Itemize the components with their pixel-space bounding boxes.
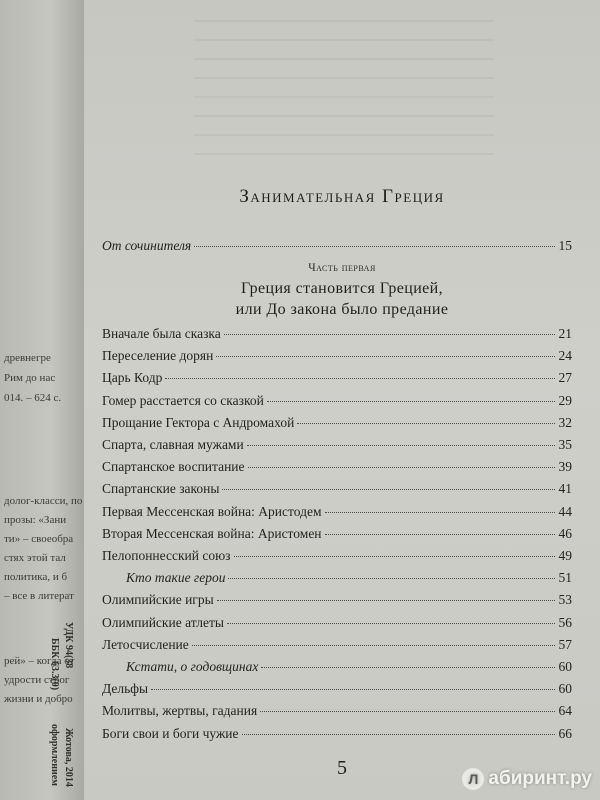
toc-entry[interactable] xyxy=(102,459,572,475)
toc-entry[interactable] xyxy=(102,326,572,342)
toc-page-number: 29 xyxy=(558,393,572,408)
leader-dots xyxy=(216,356,555,357)
toc-entry-label: Вторая Мессенская война: Аристомен xyxy=(102,526,322,541)
toc-entry[interactable] xyxy=(102,615,572,631)
left-page-text: ти» – своеобра xyxy=(4,533,74,545)
toc-entry[interactable] xyxy=(126,659,572,675)
toc-page-number: 41 xyxy=(558,481,572,496)
part-subtitle: или До закона было предание xyxy=(235,301,449,318)
toc-entry-label: Олимпийские игры xyxy=(102,592,214,607)
leader-dots xyxy=(247,445,555,446)
toc-entry-label: Олимпийские атлеты xyxy=(102,615,224,630)
page-number: 5 xyxy=(337,757,347,779)
leader-dots xyxy=(151,689,555,690)
watermark xyxy=(462,768,592,790)
toc-entry[interactable] xyxy=(102,415,572,431)
leader-dots xyxy=(267,401,555,402)
toc-page-number: 15 xyxy=(558,238,572,253)
toc-entry[interactable] xyxy=(102,548,572,564)
leader-dots xyxy=(297,423,555,424)
toc-entry-label: Первая Мессенская война: Аристодем xyxy=(102,504,322,519)
left-page-rotated-text: УДК 94(38 xyxy=(63,622,74,669)
toc-page-number: 39 xyxy=(558,459,572,474)
left-page-text: Рим до нас xyxy=(4,372,56,384)
left-page-text: стях этой тал xyxy=(4,552,66,564)
toc-entry[interactable] xyxy=(102,437,572,453)
toc-entry-label: Боги свои и боги чужие xyxy=(102,726,239,741)
labirint-logo: Л xyxy=(462,768,484,790)
leader-dots xyxy=(228,578,555,579)
toc-page-number: 21 xyxy=(558,326,572,341)
toc-entry-label: От сочинителя xyxy=(102,238,192,253)
left-page-text: рей» – когда от xyxy=(4,655,75,667)
left-page-text: – все в литерат xyxy=(4,590,74,602)
leader-dots xyxy=(261,667,555,668)
leader-dots xyxy=(194,246,555,247)
toc-entry[interactable] xyxy=(126,570,572,586)
toc-page-number: 64 xyxy=(558,703,572,718)
toc-entry-label: Царь Кодр xyxy=(102,370,163,385)
left-page-text: долог-класси, по xyxy=(4,495,83,507)
toc-entry[interactable] xyxy=(102,370,572,386)
leader-dots xyxy=(260,711,555,712)
leader-dots xyxy=(242,734,555,735)
toc-page-number: 51 xyxy=(558,570,572,585)
leader-dots xyxy=(165,378,555,379)
left-page-rotated-text: ББК 63.3(0) xyxy=(49,638,60,691)
leader-dots xyxy=(224,334,555,335)
toc-page-number: 60 xyxy=(558,681,572,696)
leader-dots xyxy=(192,645,555,646)
leader-dots xyxy=(222,489,555,490)
toc-page-number: 49 xyxy=(558,548,572,563)
toc-page-number: 60 xyxy=(558,659,572,674)
toc-entry[interactable] xyxy=(102,348,572,364)
leader-dots xyxy=(234,556,555,557)
toc-entry-label: Пелопоннесский союз xyxy=(102,548,231,563)
facing-page xyxy=(0,0,84,800)
toc-page-number: 24 xyxy=(558,348,572,363)
leader-dots xyxy=(325,534,555,535)
toc-page-number: 35 xyxy=(558,437,572,452)
toc-entry[interactable] xyxy=(102,681,572,697)
left-page-text: политика, и б xyxy=(4,571,68,583)
toc-entry[interactable] xyxy=(102,726,572,742)
toc-entry-label: Переселение дорян xyxy=(102,348,214,363)
toc-entry-label: Летосчисление xyxy=(102,637,189,652)
toc-page-number: 57 xyxy=(558,637,572,652)
book-page xyxy=(84,0,600,800)
show-through-texture xyxy=(194,20,494,160)
book-title: Занимательная Греция xyxy=(239,186,445,207)
left-page-rotated-text: оформлением xyxy=(49,724,60,786)
toc-page-number: 56 xyxy=(558,615,572,630)
leader-dots xyxy=(325,512,555,513)
toc-entry[interactable] xyxy=(102,703,572,719)
toc-entry-label: Кто такие герои xyxy=(126,570,226,585)
toc-entry-label: Спарта, славная мужами xyxy=(102,437,244,452)
toc-entry-preface[interactable] xyxy=(102,238,572,254)
toc-entry-label: Молитвы, жертвы, гадания xyxy=(102,703,258,718)
toc-entry[interactable] xyxy=(102,637,572,653)
part-label: Часть первая xyxy=(308,262,376,274)
watermark-text: абиринт.ру xyxy=(488,768,592,789)
left-page-rotated-text: Жотова, 2014 xyxy=(63,728,74,787)
leader-dots xyxy=(248,467,555,468)
toc-entry-label: Кстати, о годовщинах xyxy=(126,659,259,674)
part-title: Греция становится Грецией, xyxy=(240,280,444,297)
toc-entry[interactable] xyxy=(102,393,572,409)
toc-entry[interactable] xyxy=(102,526,572,542)
toc-entry-label: Прощание Гектора с Андромахой xyxy=(102,415,295,430)
left-page-text: древнегре xyxy=(4,352,51,364)
toc-entry[interactable] xyxy=(102,592,572,608)
toc-entry-label: Спартанское воспитание xyxy=(102,459,245,474)
toc-entry[interactable] xyxy=(102,481,572,497)
leader-dots xyxy=(227,623,555,624)
left-page-text: 014. – 624 с. xyxy=(4,392,62,404)
leader-dots xyxy=(217,600,555,601)
toc-entry-label: Гомер расстается со сказкой xyxy=(102,393,264,408)
toc-page-number: 66 xyxy=(558,726,572,741)
left-page-text: удрости строг xyxy=(4,674,70,686)
toc-entry-label: Дельфы xyxy=(102,681,149,696)
left-page-text: жизни и добро xyxy=(4,693,73,705)
toc-page-number: 32 xyxy=(558,415,572,430)
toc-page-number: 27 xyxy=(558,370,572,385)
toc-entry-label: Вначале была сказка xyxy=(102,326,221,341)
toc-page-number: 44 xyxy=(558,504,572,519)
toc-entry-label: Спартанские законы xyxy=(102,481,220,496)
toc-entry[interactable] xyxy=(102,504,572,520)
left-page-text: прозы: «Зани xyxy=(4,514,67,526)
toc-page-number: 46 xyxy=(558,526,572,541)
toc-page-number: 53 xyxy=(558,592,572,607)
